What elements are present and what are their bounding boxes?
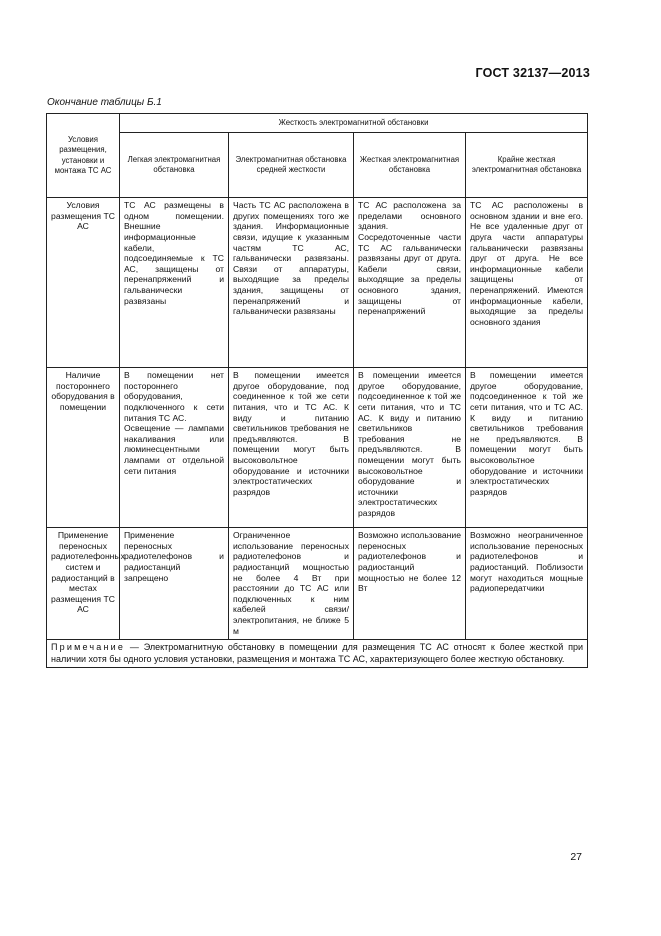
row-condition: Наличие постороннего оборудования в помещении (47, 368, 120, 528)
cell-light (120, 368, 229, 528)
cell-light: ТС АС размещены в одном помещении. Внешние информационные кабели, подсоединяемые к ТС АС, защищены от перенапряжений и гальванически развязаны (120, 198, 229, 368)
cell-extreme: ТС АС расположены в основном здании и вне его. Не все удаленные друг от друга части аппаратуры гальванически развязаны друг от друга. Не все информационные кабели защищены от перенапряжений. Имеются информационные кабели, выходящие за пределы основного здания (466, 198, 588, 368)
table-caption: Окончание таблицы Б.1 (47, 97, 162, 108)
cell-extreme: Возможно неограниченное использование переносных радиотелефонов и радиостанций. Поблизости могут находиться мощные радиопередатчики (466, 528, 588, 640)
header-severity-group: Жесткость электромагнитной обстановки (120, 114, 588, 133)
header-medium: Электромагнитная обстановка средней жесткости (229, 133, 354, 198)
table-note (47, 640, 588, 668)
page-number: 27 (570, 851, 582, 863)
standard-code: ГОСТ 32137—2013 (475, 66, 590, 80)
note-text: — Электромагнитную обстановку в помещении для размещения ТС АС относят к более жесткой при наличии хотя бы одного условия установки, размещения и монтажа ТС АС, характеризующего более жесткую обстановку. (51, 642, 584, 664)
cell-hard: Возможно использование переносных радиотелефонов и радиостанций мощностью не более 12 Вт (354, 528, 466, 640)
table-note-row (47, 640, 588, 668)
header-conditions: Условия размещения, установки и монтажа ТС АС (47, 114, 120, 198)
cell-light-text: В помещении нет постороннего оборудования, подключенного к сети питания ТС АС. (124, 370, 224, 423)
cell-hard: ТС АС расположена за пределами основного здания. Сосредоточенные части ТС АС гальванически развязаны друг от друга. Кабели связи, выходящие за пределы основного здания, защищены от перенапряжений (354, 198, 466, 368)
cell-medium: Часть ТС АС расположена в других помещениях того же здания. Информационные связи, идущие к указанным частям ТС АС, гальванически развязаны. Связи от аппаратуры, выходящие за пределы здания, защищены от перенапряжений и гальванически развязаны (229, 198, 354, 368)
table-subheader-row (47, 133, 588, 198)
header-extreme: Крайне жесткая электромагнитная обстановка (466, 133, 588, 198)
row-condition: Условия размещения ТС АС (47, 198, 120, 368)
row-condition: Применение переносных радиотелефонных систем и радиостанций в местах размещения ТС АС (47, 528, 120, 640)
header-hard: Жесткая электромагнитная обстановка (354, 133, 466, 198)
table-row (47, 368, 588, 528)
header-light: Легкая электромагнитная обстановка (120, 133, 229, 198)
cell-light: Применение переносных радиотелефонов и радиостанций запрещено (120, 528, 229, 640)
table-row (47, 198, 588, 368)
cell-medium: Ограниченное использование переносных радиотелефонов и радиостанций мощностью не более 4 Вт при расстоянии до ТС АС или подключенных к ним кабелей связи/электропитания, не ближе 5 м (229, 528, 354, 640)
table-row (47, 528, 588, 640)
cell-hard: В помещении имеется другое оборудование, подсоединенное к той же сети питания, что и ТС АС. К виду и питанию светильников требования не предъявляются. В помещении могут быть высоковольтное оборудование и источники электростатических разрядов (354, 368, 466, 528)
emc-conditions-table (46, 113, 588, 668)
note-label: Примечание (51, 642, 126, 653)
cell-light-extra: Освещение — лампами накаливания или люминесцентными лампами от отдельной сети питания (124, 423, 224, 476)
cell-medium: В помещении имеется другое оборудование, под соединенное к той же сети питания, что и ТС АС. К виду и питанию светильников требования не предъявляются. В помещении могут быть высоковольтное оборудование и источники электростатических разрядов (229, 368, 354, 528)
table-header-row (47, 114, 588, 133)
cell-extreme: В помещении имеется другое оборудование, подсоединенное к той же сети питания, что и ТС АС. К виду и питанию светильников требования не предъявляются. В помещении могут быть высоковольтное оборудование и источники электростатических разрядов (466, 368, 588, 528)
